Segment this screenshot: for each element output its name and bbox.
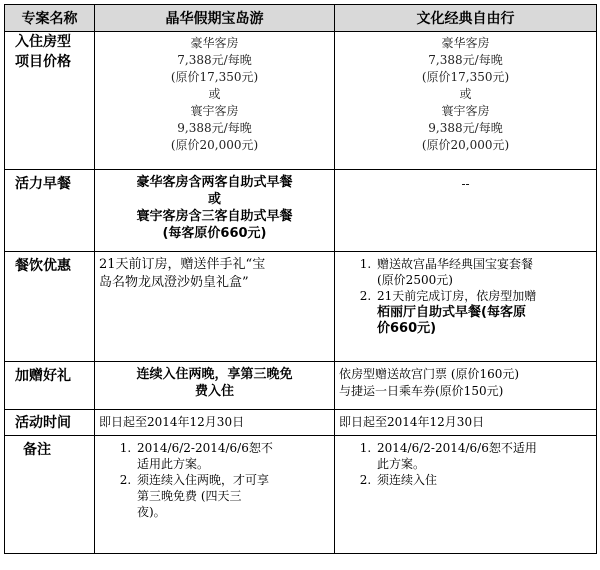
row-label-gift: 加赠好礼 (5, 362, 95, 410)
list-item-text: 2. 须连续入住两晚，才可享 (137, 473, 270, 487)
header-culture-tour: 文化经典自由行 (335, 5, 597, 32)
row-label-line: 项目价格 (15, 54, 71, 70)
notes-list (99, 440, 330, 520)
list-item-text: 夜)。 (137, 505, 166, 519)
list-item-text: (原价2500元) (377, 273, 453, 287)
or-text: 或 (459, 87, 472, 101)
breakfast-text: 寰宇客房含三客自助式早餐 (136, 209, 293, 224)
header-package-name: 专案名称 (5, 5, 95, 32)
gift-text: 依房型赠送故宫门票 (原价160元) (339, 367, 520, 381)
cell-dining-culture (335, 252, 597, 362)
dining-list (339, 256, 592, 337)
cell-period-island: 即日起至2014年12月30日 (95, 410, 335, 436)
notes-list (339, 440, 592, 488)
list-item-text: 适用此方案。 (137, 457, 210, 471)
gift-text: 连续入住两晚，享第三晚免 (136, 367, 293, 382)
list-item-text: 2. 21天前完成订房，依房型加赠 (377, 289, 537, 303)
room-original-price: (原价17,350元) (421, 70, 510, 84)
list-item (135, 472, 330, 520)
room-original-price: (原价20,000元) (170, 138, 259, 152)
table-header-row (5, 5, 597, 32)
gift-text: 与捷运一日乘车券(原价150元) (339, 384, 504, 398)
cell-breakfast-culture: -- (335, 170, 597, 252)
list-item-text: 1. 2014/6/2-2014/6/6恕不 (137, 441, 273, 455)
list-item-text: 第三晚免费 (四天三 (137, 489, 242, 503)
breakfast-text: (每客原价660元) (162, 226, 267, 241)
row-label-breakfast: 活力早餐 (5, 170, 95, 252)
room-original-price: (原价20,000元) (421, 138, 510, 152)
table-row-notes (5, 436, 597, 554)
row-label-line: 入住房型 (15, 34, 71, 50)
cell-notes-culture (335, 436, 597, 554)
row-label-notes: 备注 (5, 436, 95, 554)
list-item-text: 1. 赠送故宫晶华经典国宝宴套餐 (377, 257, 534, 271)
row-label-room (5, 32, 95, 170)
row-label-dining: 餐饮优惠 (5, 252, 95, 362)
list-item-bold: 栢丽厅自助式早餐 (377, 305, 482, 320)
room-type: 豪华客房 (190, 36, 239, 50)
list-item-bold: (每客原 (481, 305, 526, 320)
room-original-price: (原价17,350元) (170, 70, 259, 84)
row-label-period: 活动时间 (5, 410, 95, 436)
cell-room-island (95, 32, 335, 170)
or-text: 或 (208, 87, 221, 101)
cell-gift-island (95, 362, 335, 410)
table-row-gift (5, 362, 597, 410)
cell-breakfast-island (95, 170, 335, 252)
dining-text: 21天前订房，赠送伴手礼“宝 (99, 257, 266, 272)
list-item (375, 288, 592, 337)
room-type: 寰宇客房 (441, 104, 490, 118)
dining-text: 岛名物龙凤澄沙奶皇礼盒” (99, 275, 249, 290)
room-type: 寰宇客房 (190, 104, 239, 118)
list-item-text: 此方案。 (377, 457, 426, 471)
list-item-bold: 价660元) (377, 321, 437, 336)
cell-period-culture: 即日起至2014年12月30日 (335, 410, 597, 436)
list-item-text: 1. 2014/6/2-2014/6/6恕不适用 (377, 441, 537, 455)
list-item-text: 2. 须连续入住 (377, 473, 438, 487)
cell-room-culture (335, 32, 597, 170)
cell-gift-culture (335, 362, 597, 410)
room-price: 9,388元/每晚 (177, 121, 252, 135)
list-item (375, 256, 592, 288)
list-item (135, 440, 330, 472)
table-row-room (5, 32, 597, 170)
header-island-tour: 晶华假期宝岛游 (95, 5, 335, 32)
room-price: 7,388元/每晚 (428, 53, 503, 67)
table-row-breakfast (5, 170, 597, 252)
room-price: 7,388元/每晚 (177, 53, 252, 67)
table-row-dining (5, 252, 597, 362)
room-type: 豪华客房 (441, 36, 490, 50)
cell-notes-island (95, 436, 335, 554)
list-item (375, 440, 592, 472)
gift-text: 费入住 (194, 384, 234, 399)
room-price: 9,388元/每晚 (428, 121, 503, 135)
breakfast-text: 豪华客房含两客自助式早餐 (136, 175, 293, 190)
list-item (375, 472, 592, 488)
or-text: 或 (207, 192, 221, 207)
package-comparison-table (4, 4, 597, 554)
cell-dining-island (95, 252, 335, 362)
table-row-period (5, 410, 597, 436)
